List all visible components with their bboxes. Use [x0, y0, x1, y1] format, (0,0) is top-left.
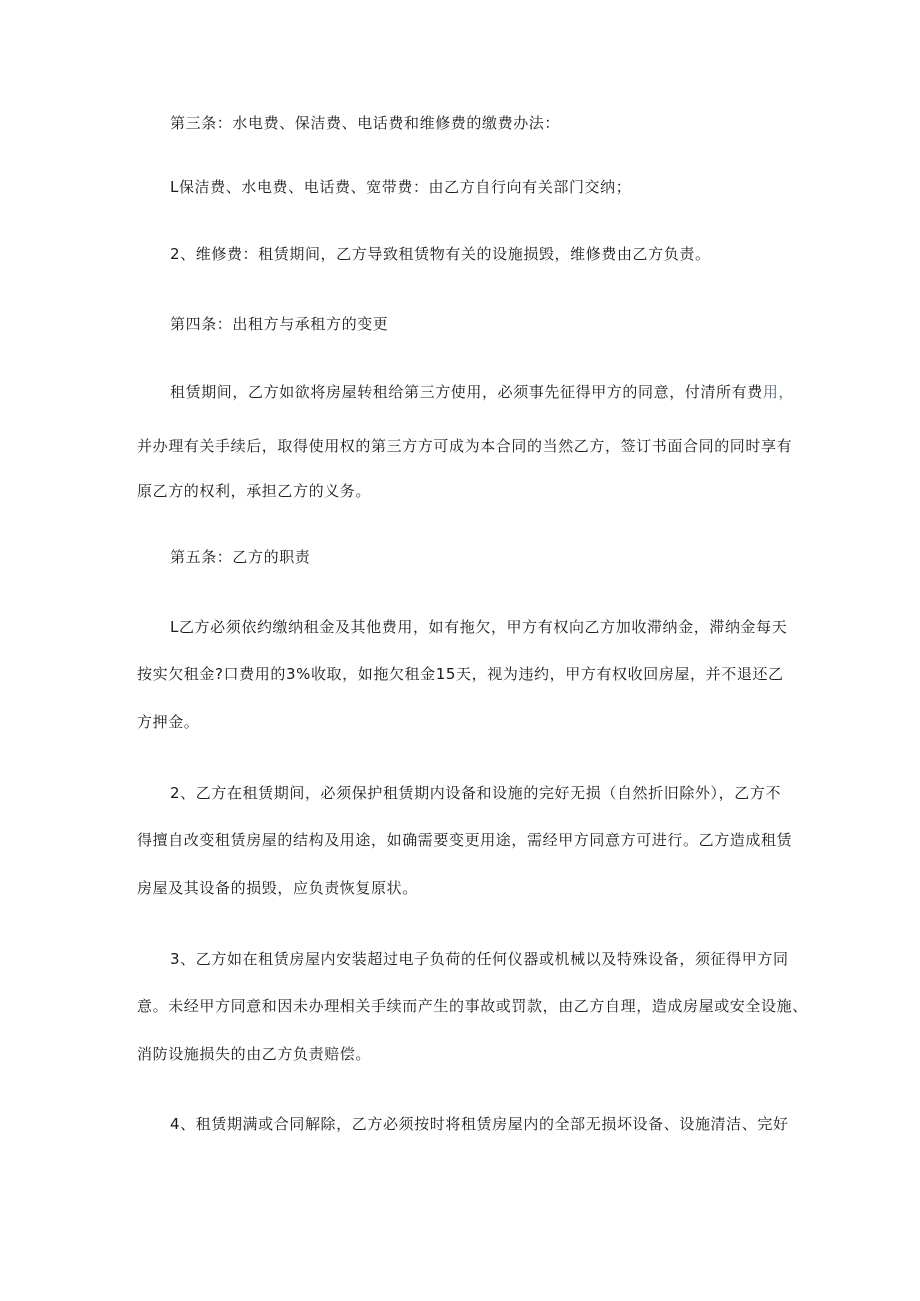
article4-paragraph-line1	[170, 382, 794, 402]
article5-item4-line1: 4、租赁期满或合同解除，乙方必须按时将租赁房屋内的全部无损坏设备、设施清洁、完好	[170, 1115, 789, 1133]
article4-paragraph-line2: 并办理有关手续后，取得使用权的第三方方可成为本合同的当然乙方，签订书面合同的同时享有	[137, 437, 793, 455]
article5-item1-line3: 方押金。	[137, 713, 200, 731]
article4-title: 第四条：出租方与承租方的变更	[170, 315, 389, 333]
article3-item1: L保洁费、水电费、电话费、宽带费：由乙方自行向有关部门交纳；	[170, 178, 632, 196]
article5-title: 第五条：乙方的职责	[170, 548, 311, 566]
article4-paragraph-line1-main: 租赁期间，乙方如欲将房屋转租给第三方使用，必须事先征得甲方的同意，付清所有费	[170, 383, 763, 401]
article3-title: 第三条：水电费、保洁费、电话费和维修费的缴费办法：	[170, 114, 561, 132]
article5-item1-line1: L乙方必须依约缴纳租金及其他费用，如有拖欠，甲方有权向乙方加收滞纳金，滞纳金每天	[170, 618, 788, 636]
article5-item1-line2: 按实欠租金?口费用的3%收取，如拖欠租金15天，视为违约，甲方有权收回房屋，并不退还乙	[137, 665, 784, 683]
article5-item2-line3: 房屋及其设备的损毁，应负责恢复原状。	[137, 879, 418, 897]
article3-item2: 2、维修费：租赁期间，乙方导致租赁物有关的设施损毁，维修费由乙方负责。	[170, 245, 711, 263]
article5-item3-line1: 3、乙方如在租赁房屋内安装超过电子负荷的任何仪器或机械以及特殊设备，须征得甲方同	[170, 950, 789, 968]
article5-item3-line3: 消防设施损失的由乙方负责赔偿。	[137, 1045, 372, 1063]
article4-paragraph-line3: 原乙方的权利，承担乙方的义务。	[137, 482, 372, 500]
article5-item3-line2: 意。未经甲方同意和因未办理相关手续而产生的事故或罚款，由乙方自理，造成房屋或安全设施、	[137, 997, 808, 1015]
article4-paragraph-line1-end: 用，	[762, 383, 795, 401]
article5-item2-line1: 2、乙方在租赁期间，必须保护租赁期内设备和设施的完好无损（自然折旧除外），乙方不	[170, 784, 782, 802]
article5-item2-line2: 得擅自改变租赁房屋的结构及用途，如确需要变更用途，需经甲方同意方可进行。乙方造成租赁	[137, 831, 793, 849]
